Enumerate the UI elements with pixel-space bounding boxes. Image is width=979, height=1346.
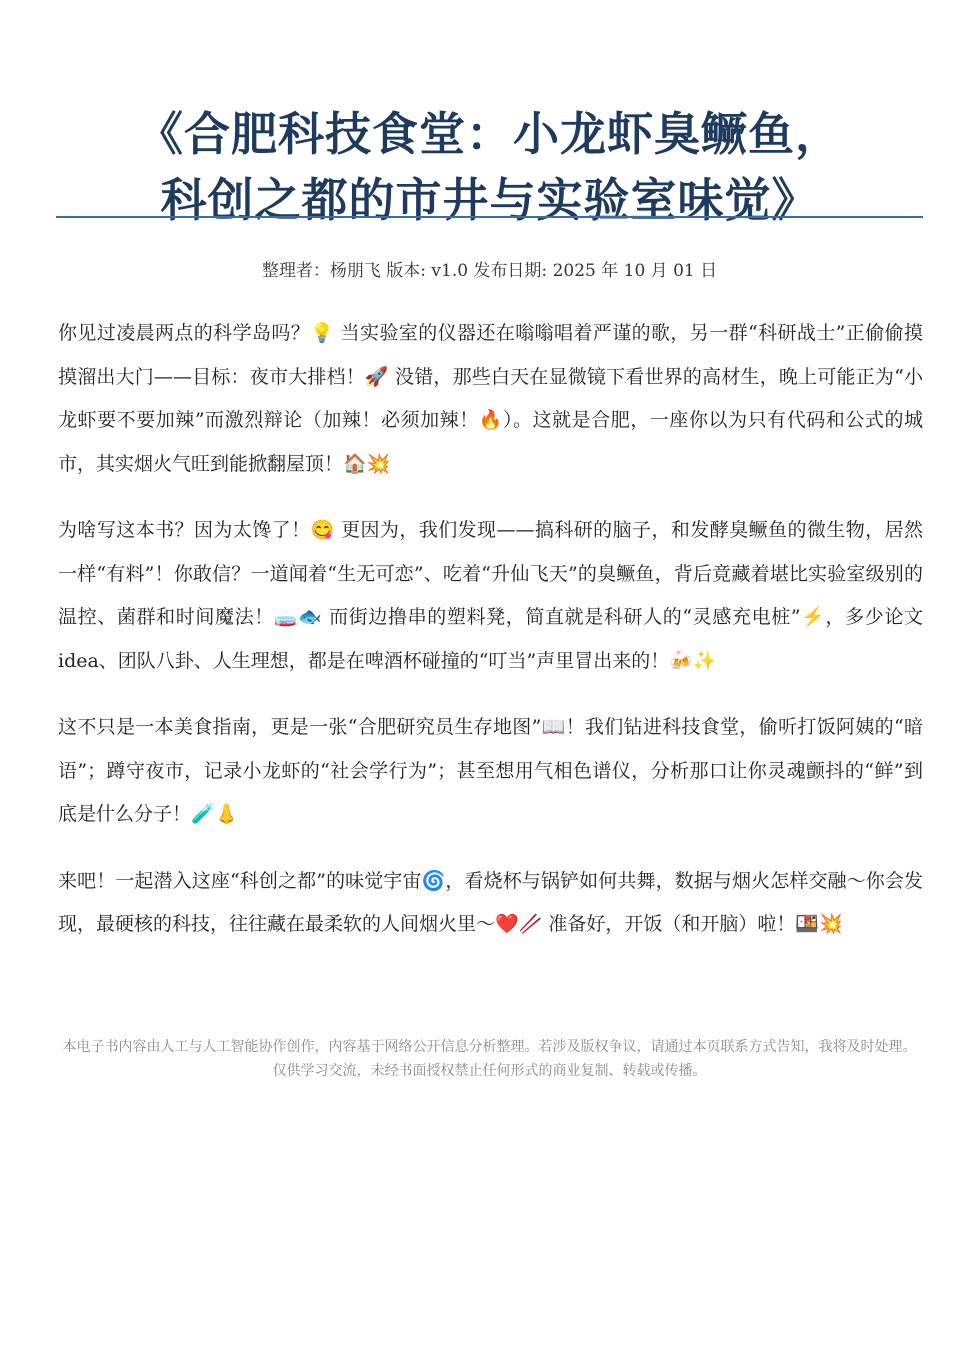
paragraph-2: 为啥写这本书？因为太馋了！😋 更因为，我们发现——搞科研的脑子，和发酵臭鳜鱼的微生物，居然一样“有料”！你敢信？一道闻着“生无可恋”、吃着“升仙飞天”的臭鳜鱼，背后竟藏着堪比实验室级别的温控、菌群和时间魔法！🧫🐟 而街边撸串的塑料凳，简直就是科研人的“灵感充电桩”⚡，多少论文 idea、团队八卦、人生理想，都是在啤酒杯碰撞的“叮当”声里冒出来的！🍻✨ [58, 519, 923, 672]
title-line-2: 科创之都的市井与实验室味觉》 [160, 172, 819, 227]
document-meta: 整理者：杨朋飞 版本: v1.0 发布日期: 2025 年 10 月 01 日 [261, 261, 718, 281]
document-body [58, 312, 923, 970]
paragraph-1: 你见过凌晨两点的科学岛吗？💡 当实验室的仪器还在嗡嗡唱着严谨的歌，另一群“科研战士”正偷偷摸摸溜出大门——目标：夜市大排档！🚀 没错，那些白天在显微镜下看世界的高材生，晚上可能正为“小龙虾要不要加辣”而激烈辩论（加辣！必须加辣！🔥）。这就是合肥，一座你以为只有代码和公式的城市，其实烟火气旺到能掀翻屋顶！🏠💥 [58, 322, 923, 475]
paragraph-4: 来吧！一起潜入这座“科创之都”的味觉宇宙🌀，看烧杯与锅铲如何共舞，数据与烟火怎样交融～你会发现，最硬核的科技，往往藏在最柔软的人间烟火里～❤️🥢 准备好，开饭（和开脑）啦！🍱💥 [58, 869, 923, 935]
title-line-1: 《合肥科技食堂：小龙虾臭鳜鱼， [137, 106, 842, 161]
title-divider [56, 216, 923, 218]
page-title [40, 101, 939, 233]
paragraph-3: 这不只是一本美食指南，更是一张“合肥研究员生存地图”📖！我们钻进科技食堂，偷听打饭阿姨的“暗语”；蹲守夜市，记录小龙虾的“社会学行为”；甚至想用气相色谱仪，分析那口让你灵魂颤抖的“鲜”到底是什么分子！🧪👃 [58, 716, 923, 825]
copyright-disclaimer: 本电子书内容由人工与人工智能协作创作，内容基于网络公开信息分析整理。若涉及版权争议，请通过本页联系方式告知，我将及时处理。仅供学习交流，未经书面授权禁止任何形式的商业复制、转载或传播。 [62, 1039, 917, 1079]
